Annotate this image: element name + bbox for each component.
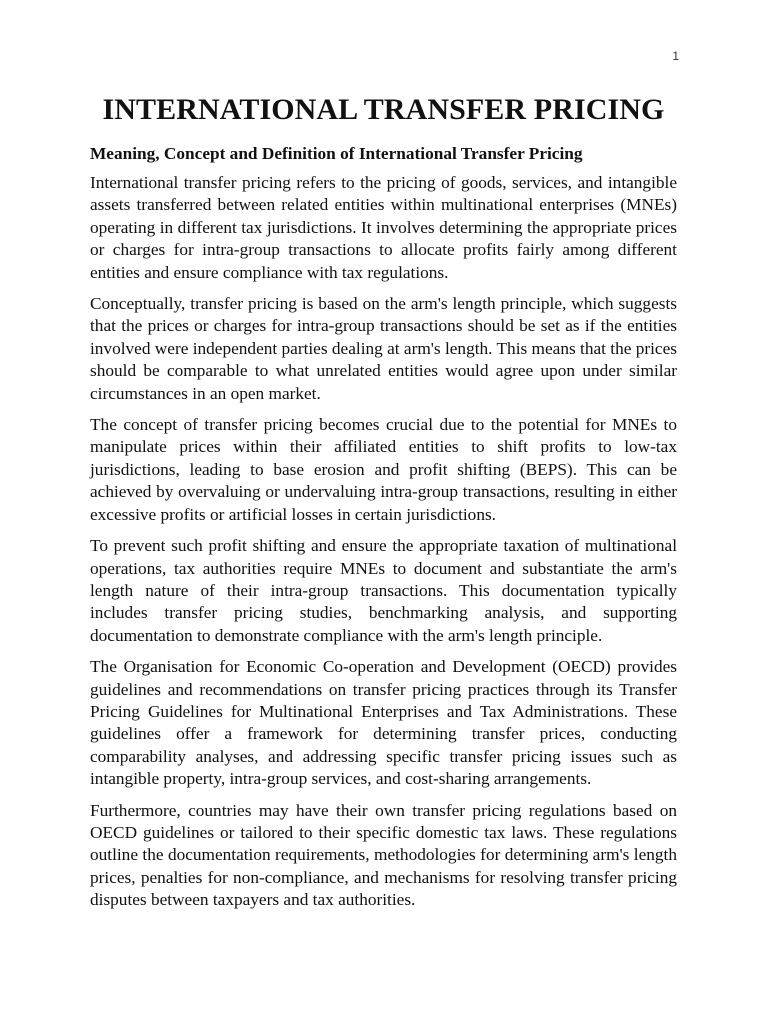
document-body xyxy=(90,90,677,912)
document-title: INTERNATIONAL TRANSFER PRICING xyxy=(102,93,665,126)
paragraph-national-regulations: Furthermore, countries may have their own transfer pricing regulations based on OECD guidelines or tailored to their specific domestic tax laws. These regulations outline the documentation requirements, methodologies for determining arm's length prices, penalties for non-compliance, and mechanisms for resolving transfer pricing disputes between taxpayers and tax authorities. xyxy=(90,800,677,910)
paragraph-beps: The concept of transfer pricing becomes crucial due to the potential for MNEs to manipulate prices within their affiliated entities to shift profits to low-tax jurisdictions, leading to base erosion and profit shifting (BEPS). This can be achieved by overvaluing or undervaluing intra-group transactions, resulting in either excessive profits or artificial losses in certain jurisdictions. xyxy=(90,415,677,524)
paragraph-oecd-guidelines: The Organisation for Economic Co-operation and Development (OECD) provides guidelines and recommendations on transfer pricing practices through its Transfer Pricing Guidelines for Multinational Enterprises and Tax Administrations. These guidelines offer a framework for determining transfer prices, conducting comparability analyses, and addressing specific transfer pricing issues such as intangible property, intra-group services, and cost-sharing arrangements. xyxy=(90,657,677,789)
paragraph-definition: International transfer pricing refers to the pricing of goods, services, and intangible assets transferred between related entities within multinational enterprises (MNEs) operating in different tax jurisdictions. It involves determining the appropriate prices or charges for intra-group transactions to allocate profits fairly among different entities and ensure compliance with tax regulations. xyxy=(90,173,677,282)
page-number: 1 xyxy=(672,49,679,63)
paragraph-documentation: To prevent such profit shifting and ensure the appropriate taxation of multinational operations, tax authorities require MNEs to document and substantiate the arm's length nature of their intra-group transactions. This documentation typically includes transfer pricing studies, benchmarking analysis, and supporting documentation to demonstrate compliance with the arm's length principle. xyxy=(90,536,677,645)
section-heading: Meaning, Concept and Definition of International Transfer Pricing xyxy=(90,144,583,163)
paragraph-arms-length-principle: Conceptually, transfer pricing is based on the arm's length principle, which suggests that the prices or charges for intra-group transactions should be set as if the entities involved were independent parties dealing at arm's length. This means that the prices should be comparable to what unrelated entities would agree upon under similar circumstances in an open market. xyxy=(90,294,677,403)
